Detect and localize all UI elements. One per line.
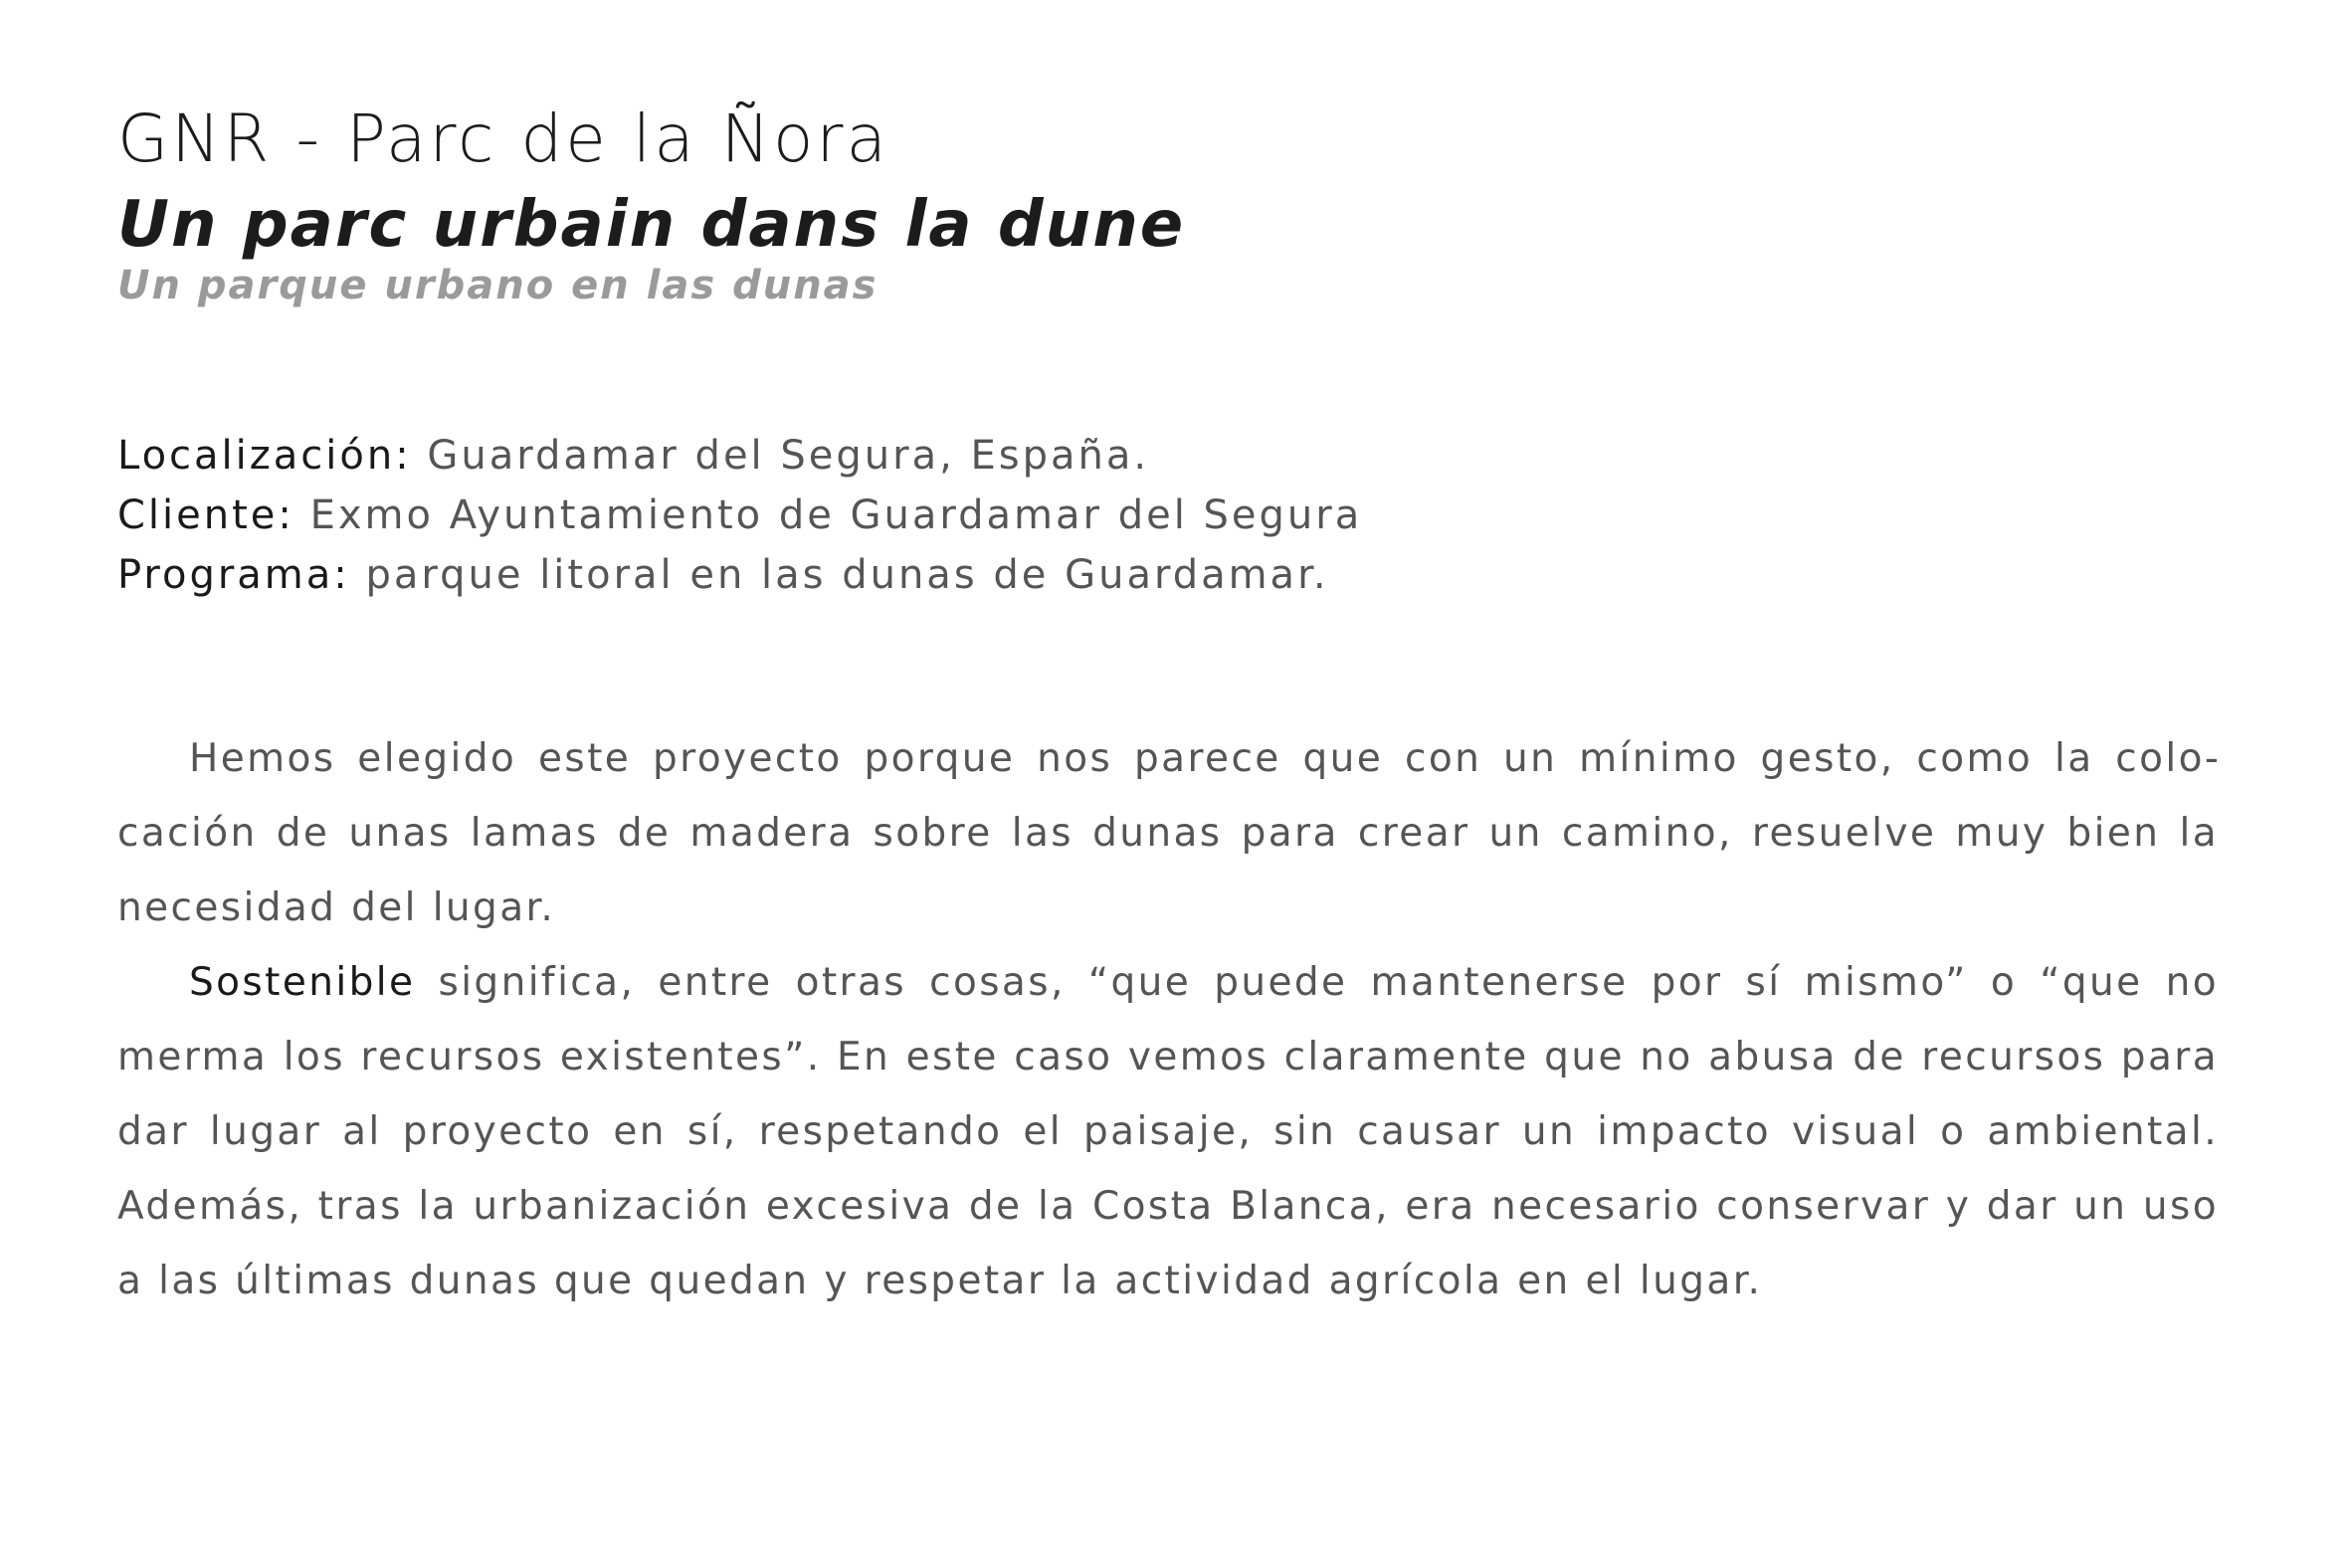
body-paragraph-2-text: significa, entre otras cosas, “que puede mantenerse por sí mismo” o “que no merma los recursos existentes”. En este caso vemos claramente que no abusa de recursos para dar lugar al proyecto en sí, respetando el paisaje, sin causar un impacto visual o ambiental. Además, tras la urbanización excesiva de la Costa Blanca, era necesario conservar y dar un uso a las últimas dunas que quedan y respetar la actividad agrícola en el lugar. <box>117 960 2219 1303</box>
body-paragraph-2 <box>117 945 2219 1318</box>
info-client <box>117 486 1362 545</box>
info-program-label: Programa: <box>117 552 350 598</box>
info-program-value: parque litoral en las dunas de Guardamar. <box>349 552 1329 598</box>
info-program <box>117 545 1362 605</box>
document-page <box>117 0 2227 1568</box>
keyword-sostenible: Sostenible <box>189 960 416 1005</box>
body-text <box>117 721 2219 1318</box>
project-info-list <box>117 426 1362 605</box>
body-paragraph-1: Hemos elegido este proyecto porque nos parece que con un mínimo gesto, como la colocación de unas lamas de madera sobre las dunas para crear un camino, resuelve muy bien la necesidad del lugar. <box>117 736 2219 930</box>
page-subtitle: Un parc urbain dans la dune <box>117 188 1186 262</box>
info-client-value: Exmo Ayuntamiento de Guardamar del Segura <box>293 492 1363 538</box>
info-client-label: Cliente: <box>117 492 294 538</box>
info-location-label: Localización: <box>117 433 412 479</box>
info-location-value: Guardamar del Segura, España. <box>411 433 1150 479</box>
page-subtitle-translation: Un parque urbano en las dunas <box>117 263 879 308</box>
info-location <box>117 426 1362 486</box>
page-title: GNR - Parc de la Ñora <box>117 100 889 177</box>
